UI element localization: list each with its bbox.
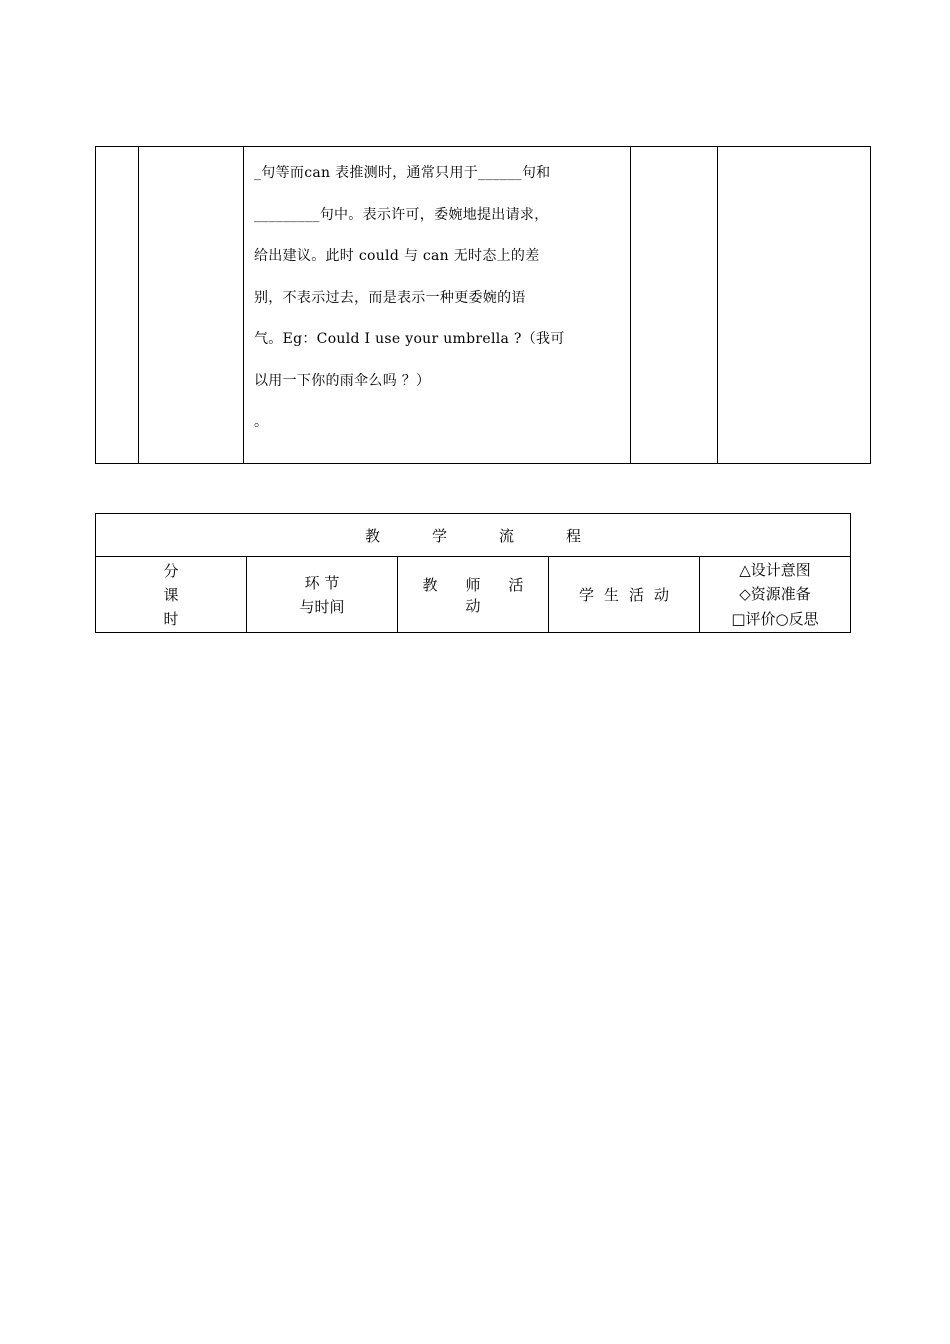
student-activity-cell (631, 147, 718, 464)
header-design-line: △设计意图 (739, 560, 811, 579)
header-stage-time (247, 557, 398, 633)
header-student-char: 生 (603, 586, 619, 604)
header-student-char: 动 (654, 586, 670, 604)
content-line: _________句中。表示许可，委婉地提出请求， (254, 206, 549, 223)
content-line: 给出建议。此时 could 与 can 无时态上的差 (254, 248, 540, 264)
header-stage-line: 与时间 (299, 597, 345, 616)
flow-title-char: 程 (566, 526, 582, 545)
upper-lesson-table (95, 146, 871, 464)
header-student-activity (549, 557, 700, 633)
content-line: 以用一下你的雨伞么吗 ？） (254, 372, 431, 389)
header-student-char: 活 (629, 586, 645, 604)
header-period (96, 557, 247, 633)
col-period-cell (96, 147, 139, 464)
header-teacher-char: 动 (465, 596, 481, 615)
header-evaluation-line: □评价○反思 (731, 609, 819, 628)
header-teacher-activity (398, 557, 549, 633)
flow-title-char: 学 (431, 526, 447, 545)
content-line: 别，不表示过去，而是表示一种更委婉的语 (254, 289, 526, 306)
flow-title (96, 514, 851, 557)
content-line: 。 (254, 414, 269, 430)
header-teacher-char: 教 (422, 575, 438, 594)
header-stage-line: 环 节 (304, 573, 340, 592)
header-teacher-char: 活 (508, 575, 524, 594)
header-design-notes (700, 557, 851, 633)
flow-title-char: 教 (364, 526, 380, 545)
content-line: 气。Eg：Could I use your umbrella ?（我可 (254, 331, 565, 347)
flow-title-char: 流 (499, 526, 515, 545)
header-period-char: 课 (163, 585, 179, 604)
content-line: _句等而can 表推测时，通常只用于______句和 (254, 165, 551, 181)
design-notes-cell (718, 147, 871, 464)
header-student-char: 学 (578, 586, 594, 604)
header-resource-line: ◇资源准备 (739, 585, 811, 604)
header-period-char: 分 (163, 561, 179, 580)
header-period-char: 时 (163, 609, 179, 628)
header-teacher-char: 师 (465, 575, 481, 594)
teacher-activity-cell (244, 147, 631, 464)
teaching-flow-table (95, 513, 851, 633)
col-stage-cell (139, 147, 244, 464)
